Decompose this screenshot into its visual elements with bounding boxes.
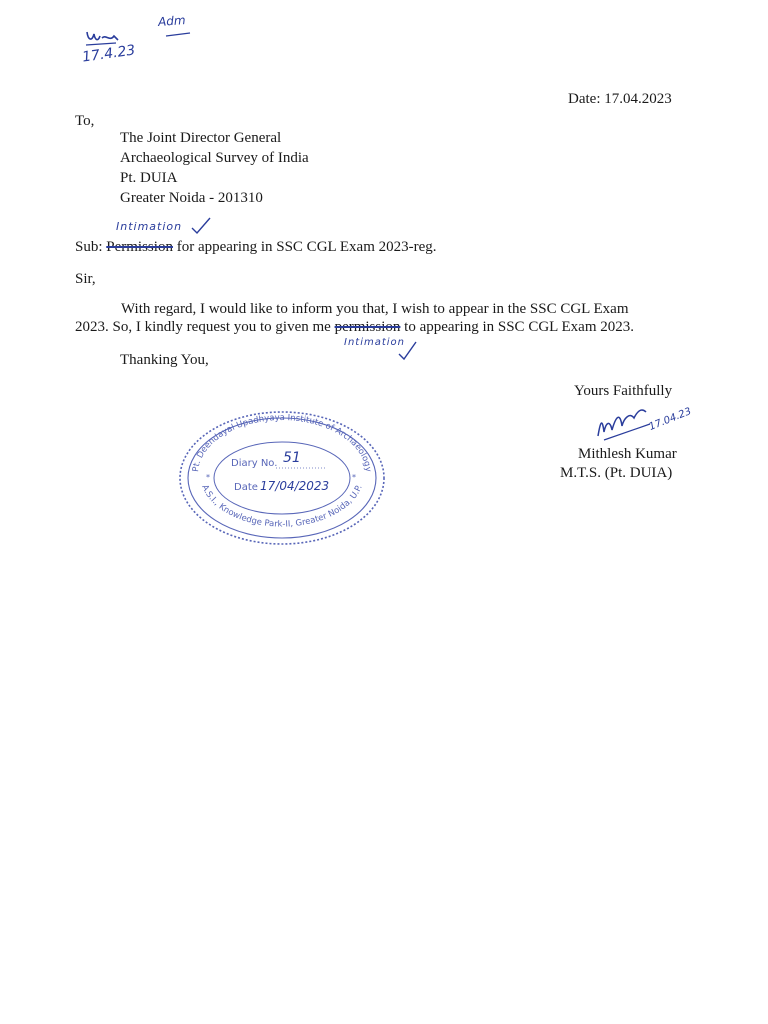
signatory-designation: M.T.S. (Pt. DUIA) (560, 465, 673, 481)
address-line-1: The Joint Director General (120, 130, 282, 146)
subject-prefix: Sub: (75, 239, 103, 255)
stamp-institute-text: Pt. Deendayal Upadhyaya Institute of Archaeology (191, 412, 373, 473)
body-line-2 (75, 318, 634, 336)
body-line-1: With regard, I would like to inform you that, I wish to appear in the SSC CGL Exam (121, 301, 629, 317)
stamp-star-left: * (206, 473, 210, 482)
adm-underline (164, 30, 194, 40)
stamp-address-text: A.S.I., Knowledge Park-II, Greater Noida, U.P. (199, 483, 365, 530)
address-line-3: Pt. DUIA (120, 170, 178, 186)
thanks-line: Thanking You, (120, 352, 209, 368)
letter-date: Date: 17.04.2023 (568, 91, 672, 107)
initials-date: 17.4.23 (81, 42, 137, 66)
body-line-2-before: 2023. So, I kindly request you to given me (75, 319, 331, 335)
stamp-graphic (176, 406, 386, 546)
subject-line (75, 238, 437, 256)
stamp-star-right: * (352, 473, 356, 482)
body-struck-word: permission (334, 319, 401, 335)
check-mark-icon (190, 216, 212, 236)
body-line-2-after: to appearing in SSC CGL Exam 2023. (404, 319, 634, 335)
subject-rest: for appearing in SSC CGL Exam 2023-reg. (176, 239, 437, 255)
check-mark-icon-2 (396, 340, 418, 362)
address-line-4: Greater Noida - 201310 (120, 190, 263, 206)
stamp-date-label: Date (234, 482, 258, 493)
subject-correction: Intimation (116, 220, 183, 233)
signature-date: 17.04.23 (647, 406, 693, 433)
address-line-2: Archaeological Survey of India (120, 150, 309, 166)
stamp-diary-number: 51 (283, 450, 301, 466)
institute-stamp (176, 406, 386, 546)
body-correction: Intimation (344, 337, 406, 348)
adm-annotation: Adm (157, 13, 186, 29)
salutation: Sir, (75, 271, 96, 287)
signature-scribble (594, 402, 654, 442)
to-label: To, (75, 113, 95, 129)
stamp-diary-label: Diary No. (231, 458, 278, 469)
signatory-name: Mithlesh Kumar (578, 446, 677, 462)
stamp-date-value: 17/04/2023 (260, 479, 330, 493)
closing-line: Yours Faithfully (574, 383, 673, 399)
subject-struck-word: Permission (106, 239, 173, 255)
